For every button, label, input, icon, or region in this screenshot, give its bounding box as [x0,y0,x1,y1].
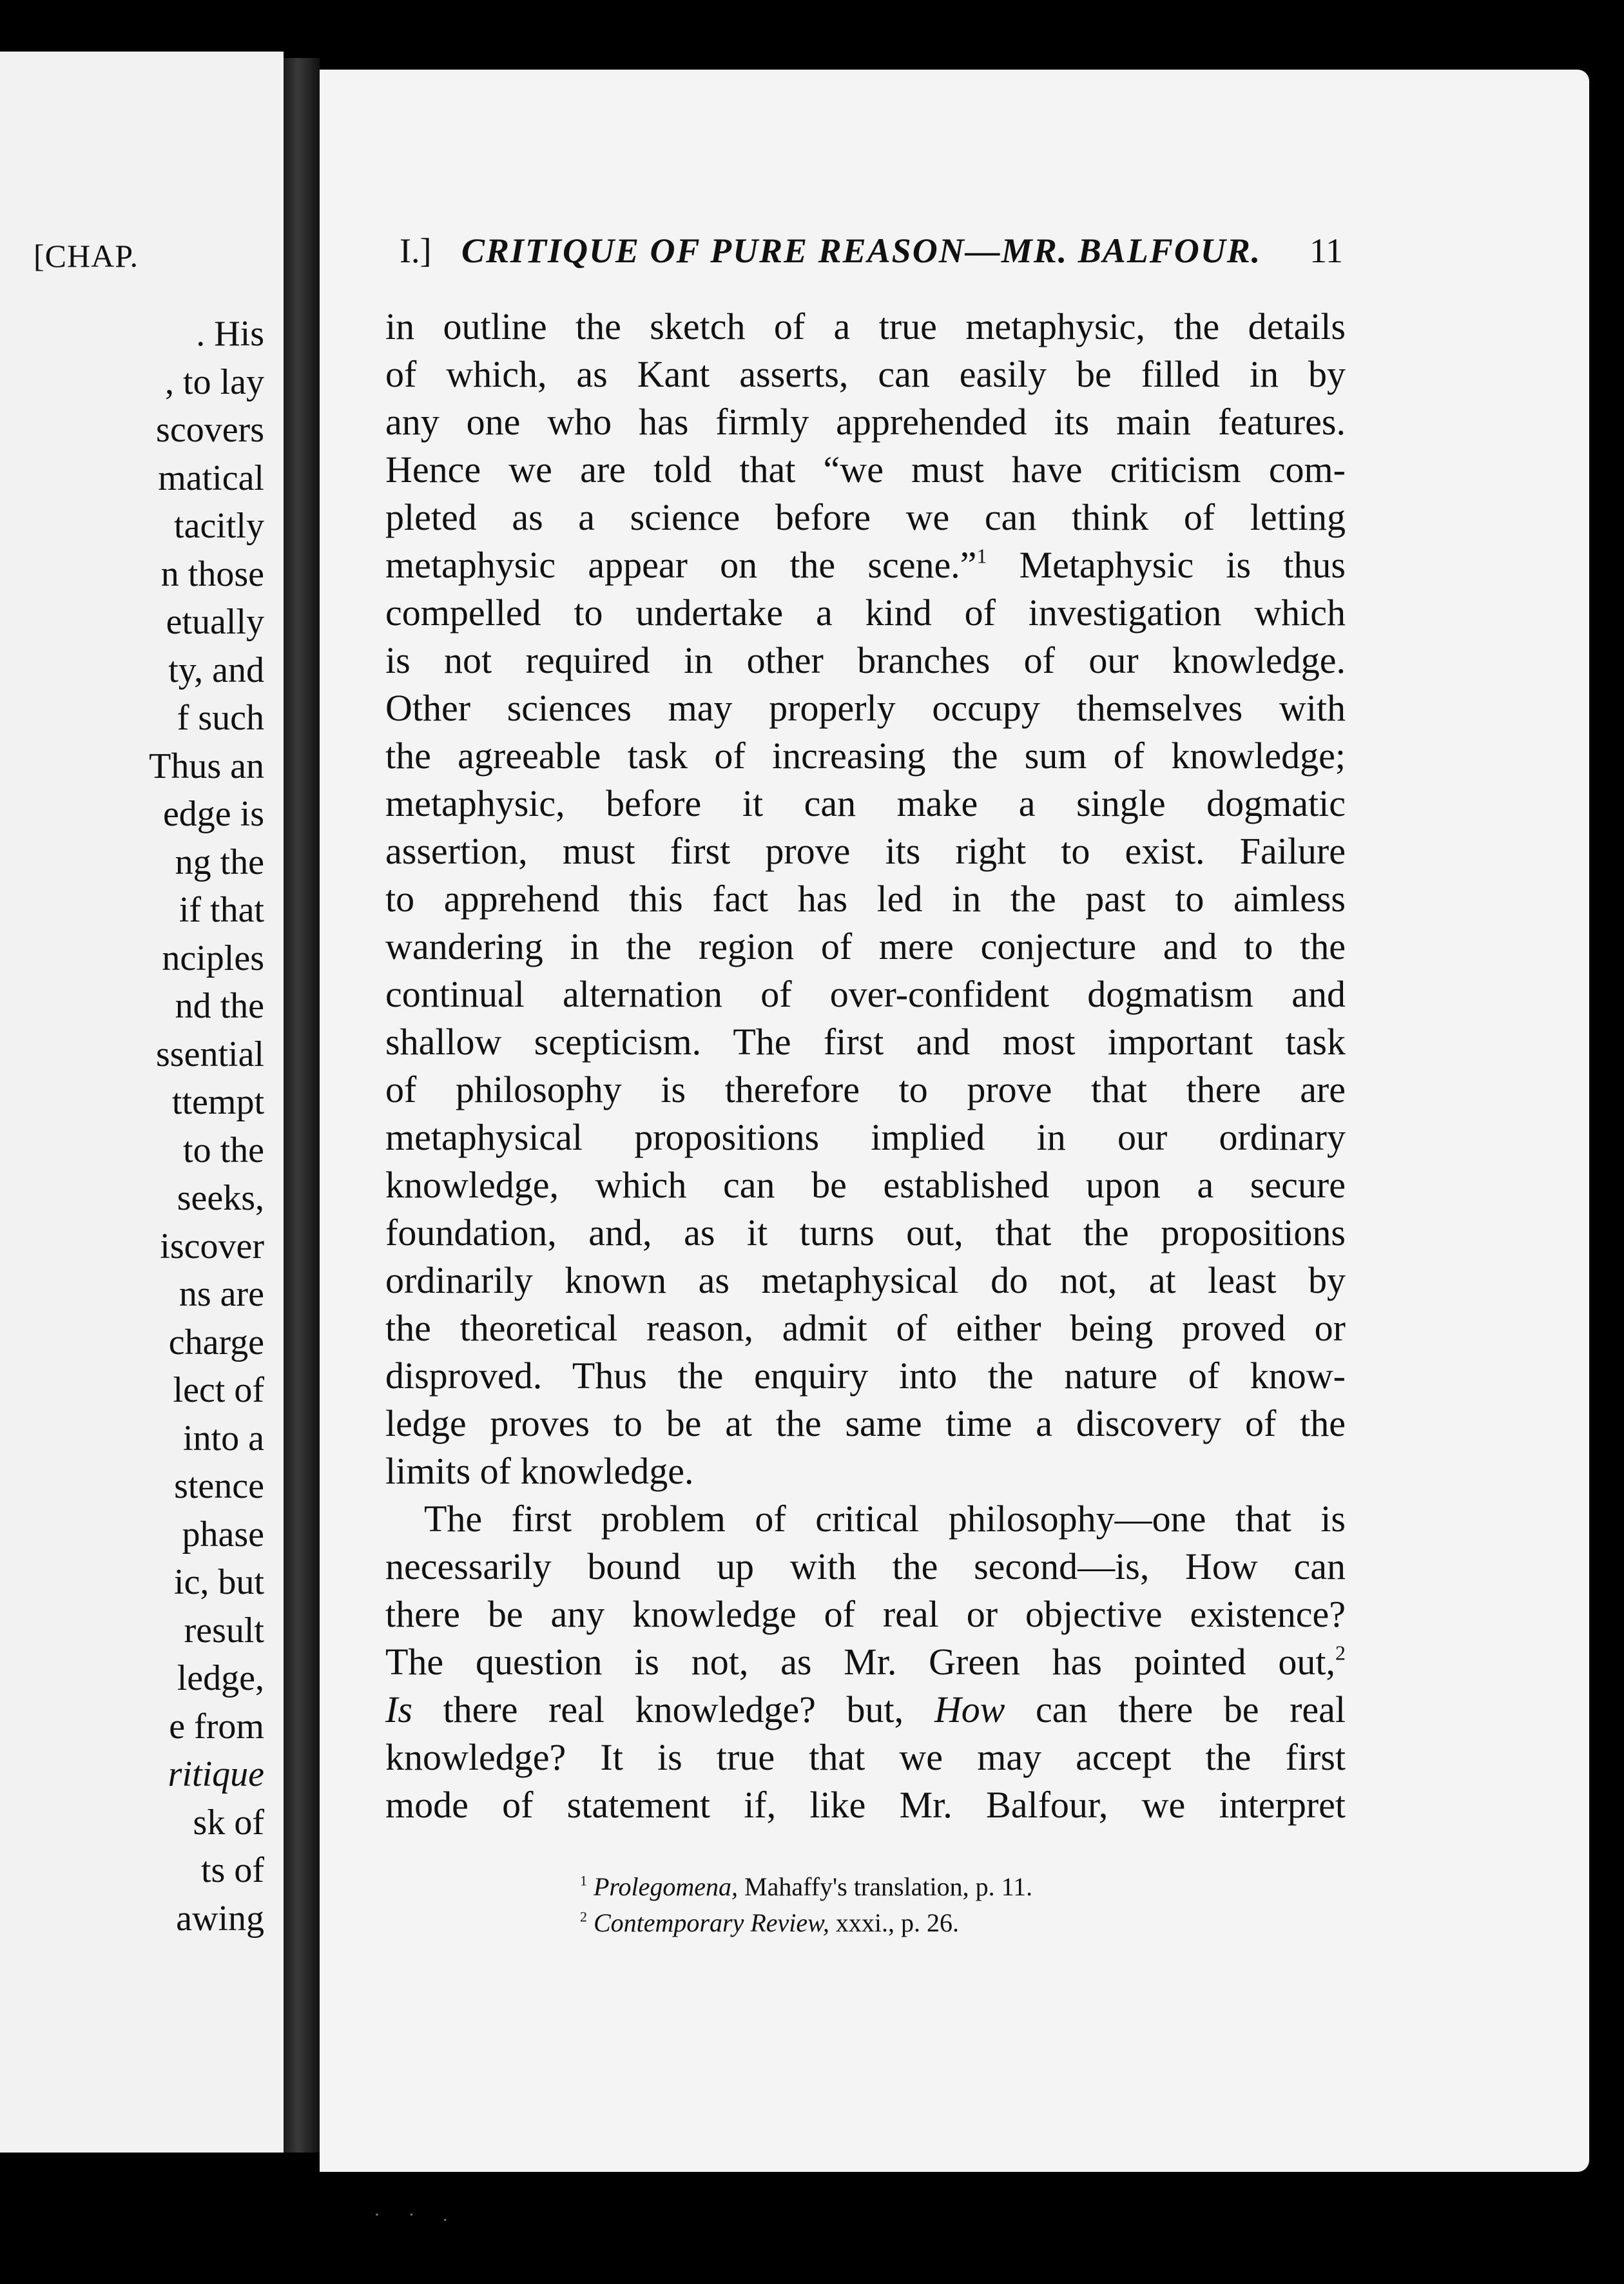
left-page-header: [CHAP. [34,238,139,274]
text-line: ledge proves to be at the same time a discovery of the [385,1402,1346,1444]
text-line: is not required in other branches of our knowledge. [385,639,1346,681]
text-line: the theoretical reason, admit of either being proved or [385,1307,1346,1349]
left-page-fragment: ledge, [177,1658,264,1698]
left-page-fragment: , to lay [165,362,264,402]
left-page-fragment: sk of [193,1802,264,1843]
text-line: pleted as a science before we can think of letting [385,496,1346,538]
left-page-fragment: charge [168,1322,264,1362]
left-page-fragment: seeks, [177,1178,264,1218]
left-page-fragment: etually [166,602,264,642]
text-line [385,1638,1346,1686]
footnote [580,1905,1160,1941]
left-page-fragment: matical [158,458,264,498]
text-line: of which, as Kant asserts, can easily be filled in by [385,353,1346,395]
left-page-fragment: ns are [179,1274,264,1314]
left-page-fragment: result [184,1610,264,1650]
text-line: Hence we are told that “we must have criticism com- [385,449,1346,490]
left-facing-page [0,52,284,2153]
text-line: disproved. Thus the enquiry into the nature of know- [385,1355,1346,1397]
line-text: can there be real [1036,1689,1346,1730]
footnotes [580,1869,1160,1941]
left-page-fragment: awing [176,1898,264,1939]
left-page-fragment: n those [160,554,264,594]
running-title: CRITIQUE OF PURE REASON—MR. BALFOUR. [461,231,1262,270]
left-page-fragment: edge is [162,794,264,834]
text-line: limits of knowledge. [385,1450,694,1492]
text-line: there be any knowledge of real or objective existence? [385,1593,1346,1635]
text-line: assertion, must first prove its right to exist. Failure [385,830,1346,872]
footnote-text: xxxi., p. 26. [835,1908,959,1937]
left-page-fragment: tacitly [174,506,264,546]
text-line: any one who has firmly apprehended its main features. [385,401,1346,443]
text-line: foundation, and, as it turns out, that the propositions [385,1212,1346,1253]
left-page-fragment: ttempt [171,1082,264,1122]
left-page-fragment: f such [177,698,264,738]
left-page-fragment: e from [169,1706,264,1747]
text-line: metaphysical propositions implied in our ordinary [385,1116,1346,1158]
left-page-fragment: ng the [175,842,264,882]
italic-word: Is [385,1689,412,1730]
left-page-fragment: ic, but [174,1562,264,1602]
footnote-text: Mahaffy's translation, p. 11. [744,1872,1033,1901]
left-page-fragment: scovers [156,410,264,450]
text-line: in outline the sketch of a true metaphysic, the details [385,305,1346,347]
left-page-fragment: to the [183,1130,264,1170]
text-line: Other sciences may properly occupy themselves with [385,687,1346,729]
text-line: knowledge? It is true that we may accept the first [385,1736,1346,1778]
footnote-ref: 2 [1335,1641,1346,1665]
text-line: wandering in the region of mere conjecture and to the [385,925,1346,967]
footnote-title: Contemporary Review, [594,1908,829,1937]
left-page-fragment: stence [174,1466,264,1506]
line-text: The question is not, as Mr. Green has pointed out, [385,1641,1336,1683]
text-line: of philosophy is therefore to prove that there are [385,1069,1346,1110]
left-page-fragment: iscover [160,1226,264,1266]
body-text [385,303,1346,1829]
left-page-fragment: phase [182,1514,264,1554]
text-line: compelled to undertake a kind of investigation which [385,592,1346,634]
left-page-fragment: ty, and [168,650,264,690]
footnote-title: Prolegomena, [594,1872,739,1901]
line-text: there real knowledge? but, [443,1689,904,1730]
left-page-fragment: if that [179,890,264,930]
left-page-fragment: . His [196,314,264,354]
footnote-number: 1 [580,1872,587,1889]
text-line [385,1686,1346,1734]
line-text: metaphysic appear on the scene.” [385,544,977,586]
left-page-fragment: nciples [162,938,264,978]
left-page-fragment: nd the [175,986,264,1026]
text-line: to apprehend this fact has led in the past to aimless [385,878,1346,920]
text-line: necessarily bound up with the second—is, How can [385,1545,1346,1587]
page-number: 11 [1310,231,1343,270]
book-gutter [284,58,320,2153]
text-line: shallow scepticism. The first and most important task [385,1021,1346,1063]
chapter-marker: I.] [400,231,432,270]
footnote-ref: 1 [976,545,987,568]
text-line: ordinarily known as metaphysical do not, at least by [385,1259,1346,1301]
text-line: knowledge, which can be established upon a secure [385,1164,1346,1206]
left-page-fragment: lect of [173,1370,264,1410]
scan-specks: · · . [374,2204,459,2225]
running-head [400,231,1343,276]
left-page-fragment: Thus an [149,746,264,786]
left-page-fragment: ts of [201,1850,264,1890]
text-line: The first problem of critical philosophy—one that is [424,1498,1346,1540]
footnote-number: 2 [580,1908,587,1925]
left-page-fragment: ritique [168,1754,264,1794]
italic-word: How [934,1689,1005,1730]
text-line: mode of statement if, like Mr. Balfour, we interpret [385,1784,1346,1826]
text-line [385,541,1346,589]
left-page-fragment: ssential [156,1034,264,1074]
text-line: continual alternation of over-confident dogmatism and [385,973,1346,1015]
left-page-fragment: into a [183,1418,264,1458]
text-line: metaphysic, before it can make a single dogmatic [385,782,1346,824]
text-line: the agreeable task of increasing the sum of knowledge; [385,735,1346,777]
line-text: Metaphysic is thus [1019,544,1346,586]
footnote [580,1869,1160,1905]
